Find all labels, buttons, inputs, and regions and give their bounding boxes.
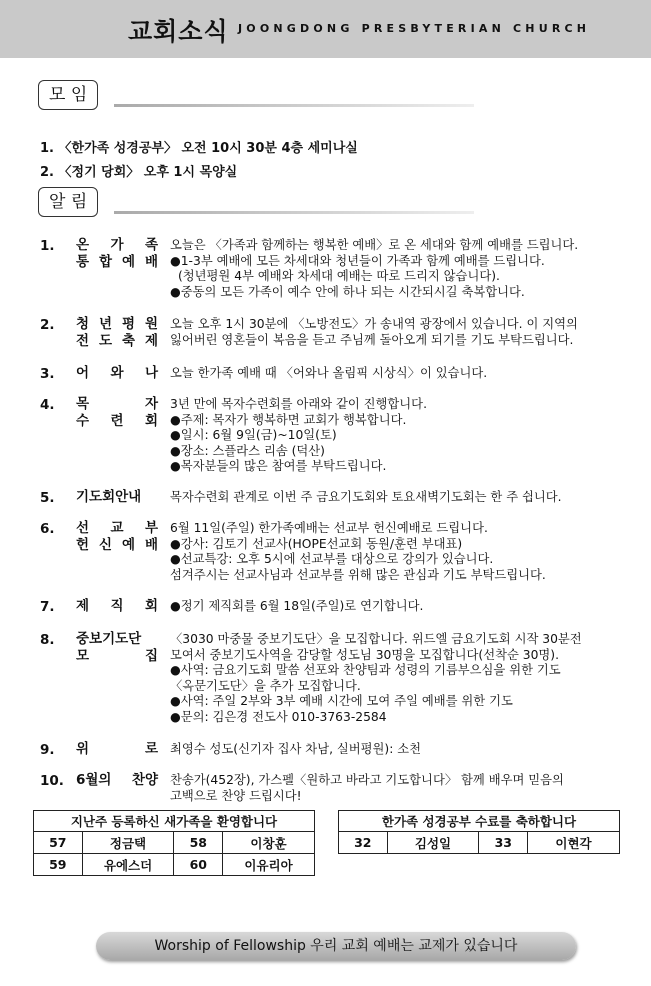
- notice-title: 어 와 나: [76, 365, 158, 381]
- notice-number: 2.: [40, 317, 55, 333]
- table-row: [339, 832, 620, 854]
- table-cell: 57: [34, 832, 83, 854]
- notice-number: 1.: [40, 238, 55, 254]
- notice-number: 6.: [40, 521, 55, 537]
- graduation-table: [338, 810, 620, 854]
- table-row: [34, 832, 315, 854]
- notice-number: 10.: [40, 773, 64, 789]
- notice-title: 기도회안내: [76, 489, 142, 505]
- table-cell: 이창훈: [223, 832, 315, 854]
- notice-content: 찬송가(452장), 가스펠〈원하고 바라고 기도합니다〉 함께 배우며 믿음의 고백으로 찬양 드립시다!: [170, 773, 564, 803]
- table-cell: 이유리아: [223, 854, 315, 876]
- table-cell: 이현각: [528, 832, 620, 854]
- notice-number: 9.: [40, 742, 55, 758]
- notice-number: 7.: [40, 599, 55, 615]
- section-rule: [114, 104, 474, 107]
- notice-content: 목자수련회 관계로 이번 주 금요기도회와 토요새벽기도회는 한 주 쉽니다.: [170, 490, 562, 504]
- table-cell: 정금택: [82, 832, 174, 854]
- section-label-meeting: 모 임: [38, 80, 98, 110]
- notice-number: 8.: [40, 632, 55, 648]
- page-title: 교회소식: [128, 17, 229, 46]
- welcome-table: [33, 810, 315, 876]
- notice-content: 최영수 성도(신기자 집사 차남, 실버평원): 소천: [170, 742, 422, 756]
- table-cell: 58: [174, 832, 223, 854]
- notice-title: 선 교 부 헌 신 예 배: [76, 520, 158, 553]
- notice-title: 중보기도단 모 집: [76, 631, 158, 664]
- table-cell: 김성일: [387, 832, 479, 854]
- table-cell: 60: [174, 854, 223, 876]
- meeting-item: 2. 〈정기 당회〉 오후 1시 목양실: [40, 165, 238, 180]
- section-rule: [114, 211, 474, 214]
- notice-content: ●정기 제직회를 6월 18일(주일)로 연기합니다.: [170, 599, 424, 613]
- notice-number: 5.: [40, 490, 55, 506]
- notice-content: 6월 11일(주일) 한가족예배는 선교부 헌신예배로 드립니다. ●강사: 김토기 선교사(HOPE선교회 동원/훈련 부대표) ●선교특강: 오후 5시에 선교부를 대상으로 강의가 있습니다. 섬겨주시는 선교사님과 선교부를 위해 많은 관심과 기도 부탁드립니다.: [170, 521, 546, 582]
- meeting-item: 1. 〈한가족 성경공부〉 오전 10시 30분 4층 세미나실: [40, 141, 358, 156]
- page-header: [0, 0, 651, 58]
- notice-title: 제 직 회: [76, 598, 158, 614]
- notice-number: 3.: [40, 366, 55, 382]
- notice-number: 4.: [40, 397, 55, 413]
- page-subtitle: JOONGDONG PRESBYTERIAN CHURCH: [238, 22, 591, 35]
- notice-content: 오늘 오후 1시 30분에 〈노방전도〉가 송내역 광장에서 있습니다. 이 지역의 잃어버린 영혼들이 복음을 듣고 주님께 돌아오게 되기를 기도 부탁드립니다.: [170, 317, 578, 347]
- notice-title: 6월의 찬양: [76, 772, 158, 788]
- welcome-table-header: 지난주 등록하신 새가족을 환영합니다: [34, 811, 315, 832]
- notice-content: 오늘은 〈가족과 함께하는 행복한 예배〉로 온 세대와 함께 예배를 드립니다. ●1-3부 예배에 모든 차세대와 청년들이 가족과 함께 예배를 드립니다. (청년평원 4부 예배와 차세대 예배는 따로 드리지 않습니다). ●중동의 모든 가족이 예수 안에 하나 되는 시간되시길 축복합니다.: [170, 238, 579, 299]
- table-cell: 59: [34, 854, 83, 876]
- notice-content: 오늘 한가족 예배 때 〈어와나 올림픽 시상식〉이 있습니다.: [170, 366, 488, 380]
- graduation-table-header: 한가족 성경공부 수료를 축하합니다: [339, 811, 620, 832]
- table-cell: 유에스더: [82, 854, 174, 876]
- notice-content: 3년 만에 목자수련회를 아래와 같이 진행합니다. ●주제: 목자가 행복하면 교회가 행복합니다. ●일시: 6월 9일(금)~10일(토) ●장소: 스플라스 리솜 (덕산) ●목자분들의 많은 참여를 부탁드립니다.: [170, 397, 427, 474]
- table-row: [34, 854, 315, 876]
- notice-content: 〈3030 마중물 중보기도단〉을 모집합니다. 위드엘 금요기도회 시작 30분전 모여서 중보기도사역을 감당할 성도님 30명을 모집합니다(선착순 30명). ●사역: 금요기도회 말씀 선포와 찬양팀과 성령의 기름부으심을 위한 기도 〈옥문기도단〉을 추가 모집합니다. ●사역: 주일 2부와 3부 예배 시간에 모여 주일 예배를 위한 기도 ●문의: 김은경 전도사 010-3763-2584: [170, 632, 582, 724]
- table-cell: 33: [479, 832, 528, 854]
- section-label-notice: 알 림: [38, 187, 98, 217]
- notice-title: 온 가 족 통 합 예 배: [76, 237, 158, 270]
- notice-title: 목 자 수 련 회: [76, 396, 158, 429]
- notice-title: 위 로: [76, 741, 158, 757]
- footer-banner: Worship of Fellowship 우리 교회 예배는 교제가 있습니다: [96, 932, 576, 960]
- table-cell: 32: [339, 832, 388, 854]
- notice-title: 청 년 평 원 전 도 축 제: [76, 316, 158, 349]
